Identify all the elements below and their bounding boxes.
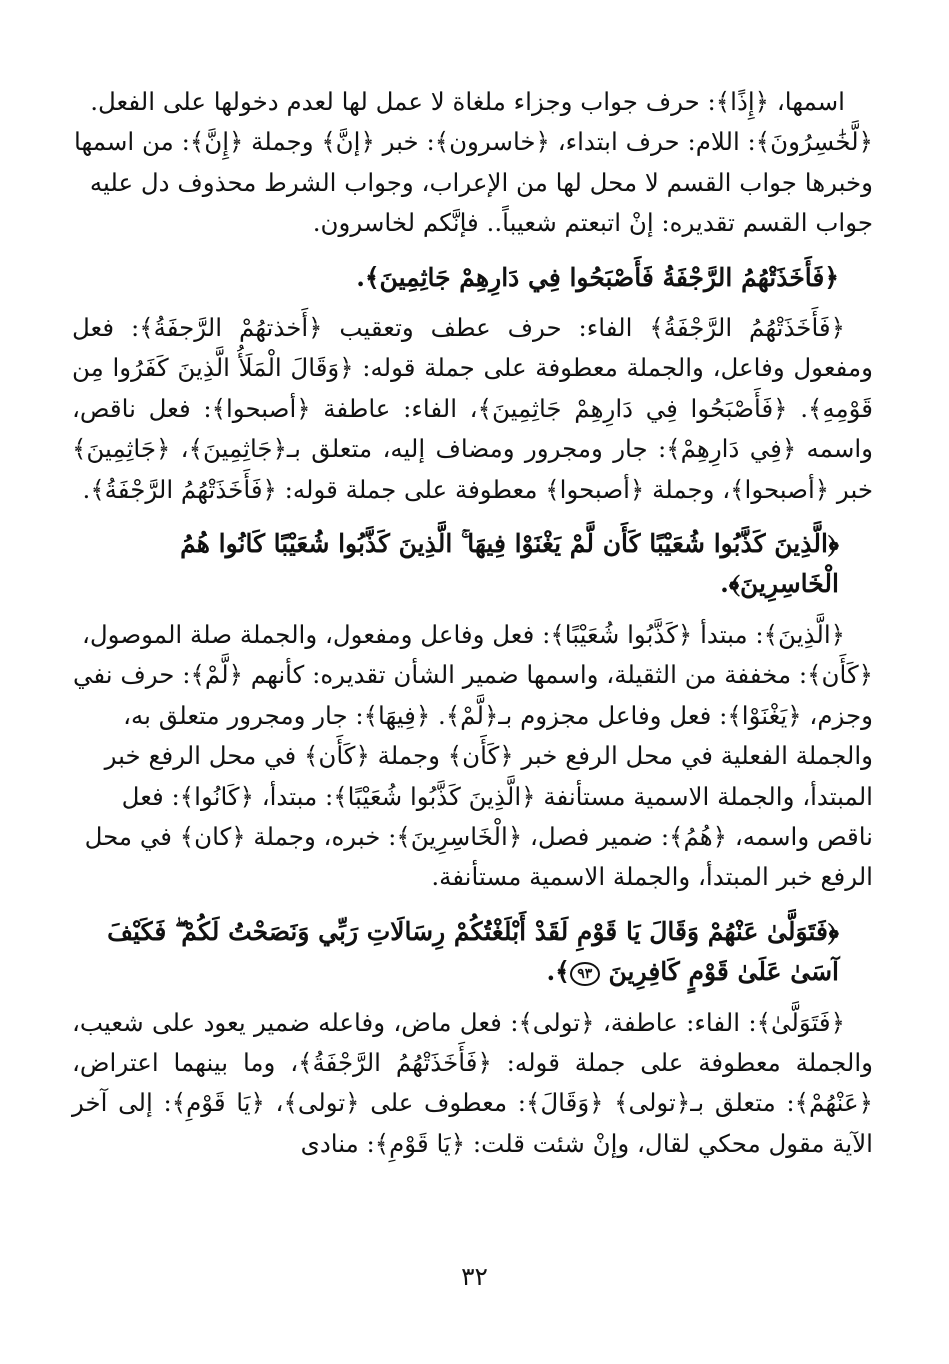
page-number: ٣٢ [461, 1262, 488, 1291]
quran-verse-3-text: ﴿فَتَوَلَّىٰ عَنْهُمْ وَقَالَ يَا قَوْمِ لَقَدْ أَبْلَغْتُكُمْ رِسَالَاتِ رَبِّي وَنَصَحْتُ لَكُمْ ۖ فَكَيْفَ آسَىٰ عَلَىٰ قَوْمٍ كَافِرِينَ [107, 916, 839, 987]
paragraph-irab-2: ﴿الَّذِينَ﴾: مبتدأ ﴿كَذَّبُوا شُعَيْبًا﴾: فعل وفاعل ومفعول، والجملة صلة الموصول، ﴿كَأَن﴾: مخففة من الثقيلة، واسمها ضمير الشأن تقديره: كأنهم ﴿لَّمْ﴾: حرف نفي وجزم، ﴿يَغْنَوْا﴾: فعل وفاعل مجزوم بـ﴿لَّمْ﴾. ﴿فِيهَا﴾: جار ومجرور متعلق به، والجملة الفعلية في محل الرفع خبر ﴿كَأَن﴾ وجملة ﴿كَأَن﴾ في محل الرفع خبر المبتدأ، والجملة الاسمية مستأنفة ﴿الَّذِينَ كَذَّبُوا شُعَيْبًا﴾: مبتدأ، ﴿كَانُوا﴾: فعل ناقص واسمه، ﴿هُمُ﴾: ضمير فصل، ﴿الْخَاسِرِينَ﴾: خبره، وجملة ﴿كان﴾ في محل الرفع خبر المبتدأ، والجملة الاسمية مستأنفة. [72, 619, 873, 892]
verse-number-marker: ٩٣ [570, 962, 600, 986]
paragraph-irab-3: ﴿فَتَوَلَّىٰ﴾: الفاء: عاطفة، ﴿تولى﴾: فعل ماض، وفاعله ضمير يعود على شعيب، والجملة معطوفة على جملة قوله: ﴿فَأَخَذَتْهُمُ الرَّجْفَةُ﴾، وما بينهما اعتراض، ﴿عَنْهُمْ﴾: متعلق بـ﴿تولى﴾ ﴿وَقَالَ﴾: معطوف على ﴿تولى﴾، ﴿يَا قَوْمِ﴾: إلى آخر الآية مقول محكي لقال، وإنْ شئت قلت: ﴿يَا قَوْمِ﴾: منادى [72, 1007, 873, 1158]
paragraph-irab-1: ﴿فَأَخَذَتْهُمُ الرَّجْفَةُ﴾ الفاء: حرف عطف وتعقيب ﴿أَخذتهُمْ الرَّجفَةُ﴾: فعل ومفعول وفاعل، والجملة معطوفة على جملة قوله: ﴿وَقَالَ الْمَلَأُ الَّذِينَ كَفَرُوا مِن قَوْمِهِ﴾. ﴿فَأَصْبَحُوا فِي دَارِهِمْ جَاثِمِينَ﴾، الفاء: عاطفة ﴿أصبحوا﴾: فعل ناقص، واسمه ﴿فِي دَارِهِمْ﴾: جار ومجرور ومضاف إليه، متعلق بـ﴿جَاثِمِينَ﴾، ﴿جَاثِمِينَ﴾ خبر ﴿أصبحوا﴾، وجملة ﴿أصبحوا﴾ معطوفة على جملة قوله: ﴿فَأَخَذَتْهُمُ الرَّجْفَةُ﴾. [72, 313, 873, 504]
document-body [72, 82, 873, 1164]
quran-verse-3-tail: ﴾. [546, 957, 570, 987]
paragraph-intro: اسمها، ﴿إِذًا﴾: حرف جواب وجزاء ملغاة لا عمل لها لعدم دخولها على الفعل. ﴿لَّخَٰسِرُونَ﴾: اللام: حرف ابتداء، ﴿خاسرون﴾: خبر ﴿إنَّ﴾ وجملة ﴿إِنَّ﴾: من اسمها وخبرها جواب القسم لا محل لها من الإعراب، وجواب الشرط محذوف دل عليه جواب القسم تقديره: إنْ اتبعتم شعيباً.. فإنَّكم لخاسرون. [73, 87, 873, 238]
quran-verse-3 [72, 912, 873, 993]
quran-verse-2: ﴿الَّذِينَ كَذَّبُوا شُعَيْبًا كَأَن لَّمْ يَغْنَوْا فِيهَا ۚ الَّذِينَ كَذَّبُوا شُعَيْبًا كَانُوا هُمُ الْخَاسِرِينَ﴾. [180, 529, 839, 599]
quran-verse-1: ﴿فَأَخَذَتْهُمُ الرَّجْفَةُ فَأَصْبَحُوا فِي دَارِهِمْ جَاثِمِينَ﴾. [356, 262, 839, 292]
